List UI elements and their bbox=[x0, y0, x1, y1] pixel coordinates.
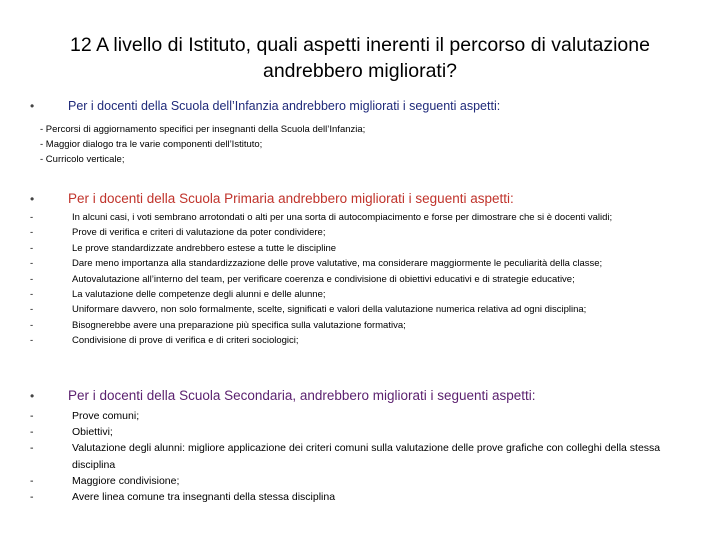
list-item-text: Condivisione di prove di verifica e di criteri sociologici; bbox=[72, 335, 299, 347]
list-item bbox=[30, 408, 700, 424]
dash-marker: - bbox=[30, 410, 34, 422]
page-title: 12 A livello di Istituto, quali aspetti inerenti il percorso di valutazione andrebbero migliorati? bbox=[70, 34, 650, 82]
list-item bbox=[30, 287, 700, 302]
dash-marker: - bbox=[30, 289, 34, 301]
dash-marker: - bbox=[30, 304, 34, 316]
heading-infanzia-text: Per i docenti della Scuola dell’Infanzia andrebbero migliorati i seguenti aspetti: bbox=[68, 99, 501, 113]
dash-marker: - bbox=[30, 426, 34, 439]
list-item-text: Bisognerebbe avere una preparazione più specifica sulla valutazione formativa; bbox=[72, 319, 406, 331]
list-item-text: Le prove standardizzate andrebbero estese a tutte le discipline bbox=[72, 242, 337, 254]
list-item bbox=[30, 424, 700, 440]
infanzia-list bbox=[40, 122, 700, 167]
primaria-list bbox=[30, 210, 700, 349]
list-item bbox=[30, 473, 700, 489]
list-item-text: Prove comuni; bbox=[72, 410, 140, 422]
list-item bbox=[30, 210, 700, 225]
list-item bbox=[30, 256, 700, 271]
list-item-text: Autovalutazione all’interno del team, per verificare coerenza e condivisione di obiettivi educativi e di strategie educative; bbox=[72, 273, 575, 285]
list-item-text: Uniformare davvero, non solo formalmente, scelte, significati e valori della valutazione numerica relativa ad ogni disciplina; bbox=[72, 304, 587, 316]
list-item bbox=[30, 318, 700, 333]
dash-marker: - bbox=[30, 258, 34, 270]
list-item-text: Prove di verifica e criteri di valutazione da poter condividere; bbox=[72, 227, 326, 239]
list-item-text: Obiettivi; bbox=[72, 426, 113, 439]
bullet-icon: • bbox=[30, 192, 35, 206]
dash-marker: - bbox=[30, 491, 34, 504]
bullet-icon: • bbox=[30, 99, 35, 113]
list-item bbox=[30, 440, 700, 472]
list-item-text: La valutazione delle competenze degli alunni e delle alunne; bbox=[72, 289, 326, 301]
list-item-text: Avere linea comune tra insegnanti della stessa disciplina bbox=[72, 491, 336, 504]
heading-secondaria-text: Per i docenti della Scuola Secondaria, andrebbero migliorati i seguenti aspetti: bbox=[68, 388, 536, 403]
dash-marker: - bbox=[30, 442, 34, 455]
dash-marker: - bbox=[30, 273, 34, 285]
list-item bbox=[30, 241, 700, 256]
section-heading-infanzia bbox=[30, 99, 700, 113]
dash-marker: - bbox=[30, 227, 34, 239]
dash-marker: - bbox=[30, 335, 34, 347]
list-item: - Curricolo verticale; bbox=[40, 154, 125, 165]
heading-primaria-text: Per i docenti della Scuola Primaria andrebbero migliorati i seguenti aspetti: bbox=[68, 191, 514, 206]
list-item bbox=[30, 272, 700, 287]
dash-marker: - bbox=[30, 212, 34, 223]
list-item-text: In alcuni casi, i voti sembrano arrotondati o alti per una sorta di autocompiacimento e forse per dimostrare che si è docenti validi; bbox=[72, 212, 613, 223]
secondaria-list bbox=[30, 408, 700, 505]
dash-marker: - bbox=[30, 242, 34, 254]
section-heading-secondaria bbox=[30, 388, 700, 403]
list-item bbox=[30, 333, 700, 348]
list-item bbox=[30, 489, 700, 505]
list-item bbox=[30, 302, 700, 317]
dash-marker: - bbox=[30, 474, 34, 487]
list-item-text: Valutazione degli alunni: migliore applicazione dei criteri comuni sulla valutazione delle prove grafiche con colleghi della stessa disciplina bbox=[72, 442, 661, 471]
dash-marker: - bbox=[30, 319, 34, 331]
section-heading-primaria bbox=[30, 191, 700, 206]
list-item-text: Maggiore condivisione; bbox=[72, 474, 180, 487]
list-item bbox=[30, 225, 700, 240]
list-item: - Percorsi di aggiornamento specifici per insegnanti della Scuola dell’Infanzia; bbox=[40, 124, 366, 135]
bullet-icon: • bbox=[30, 389, 35, 403]
list-item: - Maggior dialogo tra le varie componenti dell’Istituto; bbox=[40, 139, 263, 150]
list-item-text: Dare meno importanza alla standardizzazione delle prove valutative, ma considerare maggiormente le peculiarità della classe; bbox=[72, 258, 603, 270]
